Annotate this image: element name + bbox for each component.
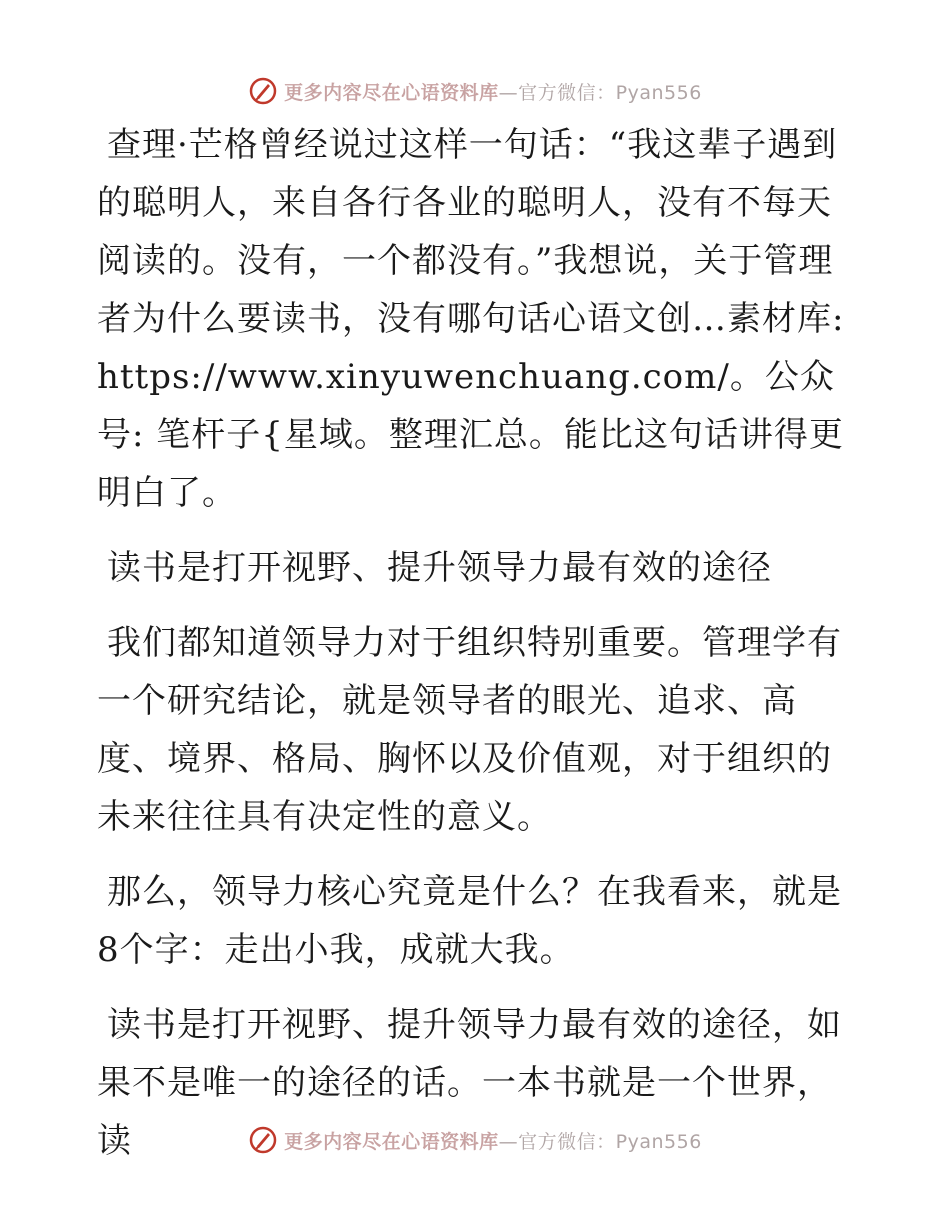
- paragraph-core: 那么，领导力核心究竟是什么？在我看来，就是8个字：走出小我，成就大我。: [97, 872, 842, 970]
- paragraph-leadership: 我们都知道领导力对于组织特别重要。管理学有一个研究结论，就是领导者的眼光、追求、高度、境界、格局、胸怀以及价值观，对于组织的未来往往具有决定性的意义。: [97, 623, 842, 837]
- watermark-text: 更多内容尽在心语资料库—官方微信：Pyan556: [284, 81, 702, 104]
- quill-logo-icon: [248, 1125, 278, 1155]
- footer-watermark: [0, 1120, 950, 1160]
- document-body: [97, 116, 851, 1187]
- quill-logo-icon: [248, 76, 278, 106]
- watermark-text: 更多内容尽在心语资料库—官方微信：Pyan556: [284, 1130, 702, 1153]
- section-heading: 读书是打开视野、提升领导力最有效的途径: [107, 548, 772, 588]
- paragraph-reading: 读书是打开视野、提升领导力最有效的途径，如果不是唯一的途径的话。一本书就是一个世界，读: [97, 1005, 842, 1161]
- header-watermark: [0, 71, 950, 111]
- paragraph-intro: 查理·芒格曾经说过这样一句话：“我这辈子遇到的聪明人，来自各行各业的聪明人，没有不每天阅读的。没有，一个都没有。”我想说，关于管理者为什么要读书，没有哪句话心语文创…素材库:https://www.xinyuwenchuang.com/。公众号: 笔杆子{星域。整理汇总。能比这句话讲得更明白了。: [97, 125, 845, 513]
